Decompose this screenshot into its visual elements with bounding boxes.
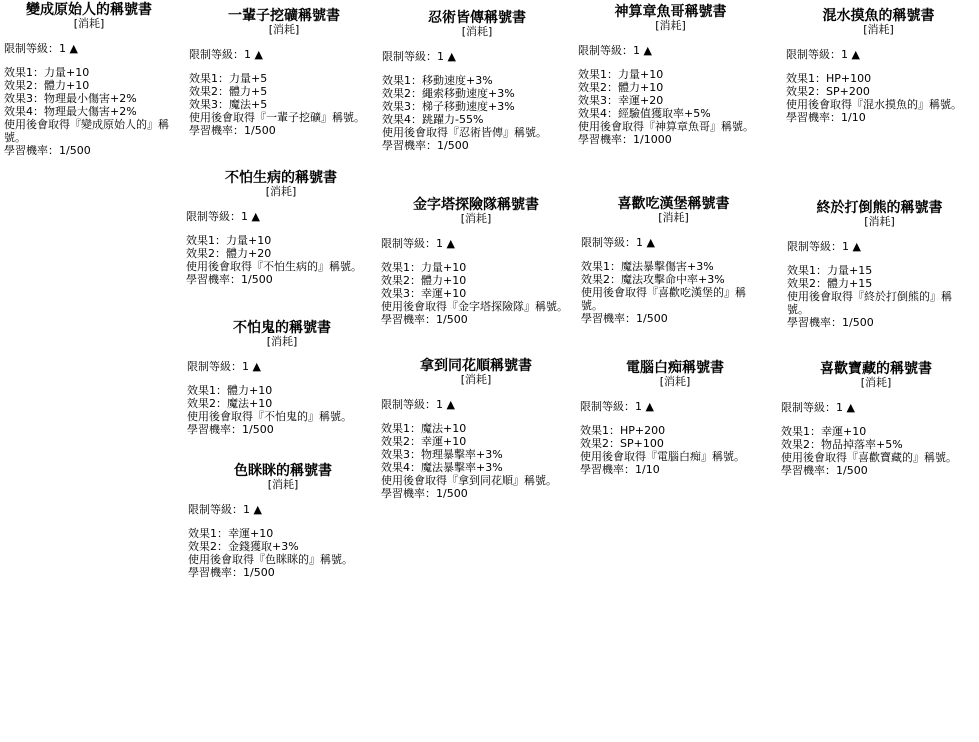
usage-text: 使用後會取得『電腦白痴』稱號。	[580, 450, 745, 463]
level-requirement: 限制等級：1 ▲	[382, 50, 456, 63]
effect-line: 效果2：魔法攻擊命中率+3%	[581, 273, 725, 286]
effect-list	[787, 264, 972, 290]
card-title: 色眯眯的稱號書	[234, 463, 332, 479]
card-title: 混水摸魚的稱號書	[822, 8, 935, 24]
effect-line: 效果3：梯子移動速度+3%	[382, 100, 515, 113]
effect-line: 效果1：力量+15	[787, 264, 873, 277]
card-title: 喜歡吃漢堡稱號書	[617, 196, 730, 212]
usage-text: 使用後會取得『不怕鬼的』稱號。	[187, 410, 352, 423]
effect-line: 效果4：跳躍力-55%	[382, 113, 484, 126]
effect-line: 效果2：體力+10	[381, 274, 467, 287]
usage-text: 使用後會取得『金字塔探險隊』稱號。	[381, 300, 568, 313]
learn-rate: 學習機率：1/500	[781, 464, 868, 477]
effect-list	[786, 72, 971, 98]
consumable-tag: [消耗]	[860, 376, 892, 389]
usage-text: 使用後會取得『一輩子挖礦』稱號。	[189, 111, 365, 124]
consumable-tag: [消耗]	[266, 335, 298, 348]
level-requirement: 限制等級：1 ▲	[781, 401, 855, 414]
level-requirement: 限制等級：1 ▲	[787, 240, 861, 253]
effect-line: 效果1：幸運+10	[781, 425, 867, 438]
consumable-tag: [消耗]	[461, 25, 493, 38]
card-title: 喜歡寶藏的稱號書	[820, 361, 932, 377]
effect-list	[186, 234, 376, 260]
effect-line: 效果3：物理最小傷害+2%	[4, 92, 137, 105]
learn-rate: 學習機率：1/500	[186, 273, 273, 286]
card-title: 金字塔探險隊稱號書	[413, 197, 539, 213]
consumable-tag: [消耗]	[73, 17, 105, 30]
level-requirement: 限制等級：1 ▲	[187, 360, 261, 373]
effect-line: 效果3：幸運+20	[578, 94, 664, 107]
consumable-tag: [消耗]	[460, 212, 492, 225]
effect-list	[187, 384, 377, 410]
usage-text: 使用後會取得『變成原始人的』稱號。	[4, 118, 169, 144]
title-book-card	[581, 196, 766, 325]
learn-rate: 學習機率：1/10	[580, 463, 660, 476]
effect-line: 效果1：力量+5	[189, 72, 268, 85]
usage-text: 使用後會取得『拿到同花順』稱號。	[381, 474, 557, 487]
effect-list	[4, 66, 174, 118]
card-title: 不怕生病的稱號書	[225, 170, 337, 186]
learn-rate: 學習機率：1/500	[189, 124, 276, 137]
title-book-card	[382, 10, 572, 152]
level-requirement: 限制等級：1 ▲	[580, 400, 654, 413]
learn-rate: 學習機率：1/500	[188, 566, 275, 579]
effect-line: 效果4：物理最大傷害+2%	[4, 105, 137, 118]
effect-line: 效果4：魔法暴擊率+3%	[381, 461, 503, 474]
effect-line: 效果2：SP+100	[580, 437, 664, 450]
learn-rate: 學習機率：1/500	[4, 144, 91, 157]
consumable-tag: [消耗]	[460, 373, 492, 386]
effect-list	[581, 260, 766, 286]
learn-rate: 學習機率：1/500	[381, 313, 468, 326]
consumable-tag: [消耗]	[265, 185, 297, 198]
learn-rate: 學習機率：1/500	[382, 139, 469, 152]
effect-line: 效果2：體力+10	[4, 79, 90, 92]
effect-list	[580, 424, 770, 450]
title-book-card	[188, 463, 378, 579]
effect-list	[189, 72, 379, 111]
consumable-tag: [消耗]	[864, 215, 895, 228]
effect-list	[781, 425, 971, 451]
title-book-card	[381, 358, 571, 500]
effect-line: 效果1：魔法+10	[381, 422, 467, 435]
consumable-tag: [消耗]	[655, 19, 686, 32]
title-book-card	[381, 197, 571, 326]
effect-line: 效果1：魔法暴擊傷害+3%	[581, 260, 714, 273]
level-requirement: 限制等級：1 ▲	[188, 503, 262, 516]
card-title: 不怕鬼的稱號書	[233, 320, 331, 336]
effect-line: 效果1：HP+200	[580, 424, 666, 437]
effect-line: 效果1：移動速度+3%	[382, 74, 493, 87]
title-book-card	[187, 320, 377, 436]
effect-line: 效果1：力量+10	[4, 66, 90, 79]
effect-line: 效果2：繩索移動速度+3%	[382, 87, 515, 100]
title-book-card	[786, 8, 971, 124]
usage-text: 使用後會取得『終於打倒熊的』稱號。	[787, 290, 952, 316]
effect-line: 效果1：力量+10	[578, 68, 664, 81]
effect-line: 效果2：金錢獲取+3%	[188, 540, 299, 553]
effect-list	[381, 422, 571, 474]
card-title: 電腦白痴稱號書	[626, 360, 724, 376]
consumable-tag: [消耗]	[659, 375, 691, 388]
card-title: 神算章魚哥稱號書	[614, 4, 727, 20]
card-title: 變成原始人的稱號書	[26, 2, 152, 18]
effect-line: 效果3：物理暴擊率+3%	[381, 448, 503, 461]
title-book-card	[189, 8, 379, 137]
usage-text: 使用後會取得『混水摸魚的』稱號。	[786, 98, 962, 111]
level-requirement: 限制等級：1 ▲	[381, 398, 455, 411]
consumable-tag: [消耗]	[268, 23, 300, 36]
learn-rate: 學習機率：1/1000	[578, 133, 672, 146]
usage-text: 使用後會取得『神算章魚哥』稱號。	[578, 120, 754, 133]
level-requirement: 限制等級：1 ▲	[581, 236, 655, 249]
consumable-tag: [消耗]	[658, 211, 689, 224]
effect-list	[188, 527, 378, 553]
learn-rate: 學習機率：1/500	[787, 316, 874, 329]
title-book-card	[580, 360, 770, 476]
usage-text: 使用後會取得『喜歡寶藏的』稱號。	[781, 451, 957, 464]
effect-list	[382, 74, 572, 126]
effect-line: 效果2：體力+10	[578, 81, 664, 94]
effect-line: 效果2：幸運+10	[381, 435, 467, 448]
consumable-tag: [消耗]	[863, 23, 894, 36]
level-requirement: 限制等級：1 ▲	[186, 210, 260, 223]
effect-line: 效果2：體力+15	[787, 277, 873, 290]
learn-rate: 學習機率：1/500	[581, 312, 668, 325]
card-title: 忍術皆傳稱號書	[428, 10, 526, 26]
effect-line: 效果1：體力+10	[187, 384, 273, 397]
level-requirement: 限制等級：1 ▲	[578, 44, 652, 57]
effect-line: 效果2：體力+20	[186, 247, 272, 260]
effect-line: 效果2：體力+5	[189, 85, 268, 98]
learn-rate: 學習機率：1/500	[381, 487, 468, 500]
effect-line: 效果1：HP+100	[786, 72, 872, 85]
title-book-card	[578, 4, 763, 146]
card-title: 拿到同花順稱號書	[420, 358, 532, 374]
level-requirement: 限制等級：1 ▲	[786, 48, 860, 61]
effect-line: 效果3：幸運+10	[381, 287, 467, 300]
learn-rate: 學習機率：1/500	[187, 423, 274, 436]
effect-line: 效果2：SP+200	[786, 85, 870, 98]
effect-line: 效果1：力量+10	[186, 234, 272, 247]
effect-line: 效果1：力量+10	[381, 261, 467, 274]
effect-list	[578, 68, 763, 120]
usage-text: 使用後會取得『色眯眯的』稱號。	[188, 553, 353, 566]
effect-line: 效果4：經驗值獲取率+5%	[578, 107, 711, 120]
effect-line: 效果3：魔法+5	[189, 98, 268, 111]
card-title: 一輩子挖礦稱號書	[228, 8, 340, 24]
level-requirement: 限制等級：1 ▲	[381, 237, 455, 250]
level-requirement: 限制等級：1 ▲	[4, 42, 78, 55]
title-book-card	[781, 361, 971, 477]
card-title: 終於打倒熊的稱號書	[816, 200, 943, 216]
title-book-card	[787, 200, 972, 329]
consumable-tag: [消耗]	[267, 478, 299, 491]
usage-text: 使用後會取得『忍術皆傳』稱號。	[382, 126, 547, 139]
learn-rate: 學習機率：1/10	[786, 111, 866, 124]
effect-line: 效果2：物品掉落率+5%	[781, 438, 903, 451]
level-requirement: 限制等級：1 ▲	[189, 48, 263, 61]
effect-line: 效果1：幸運+10	[188, 527, 274, 540]
title-book-card	[186, 170, 376, 286]
usage-text: 使用後會取得『不怕生病的』稱號。	[186, 260, 362, 273]
effect-line: 效果2：魔法+10	[187, 397, 273, 410]
usage-text: 使用後會取得『喜歡吃漢堡的』稱號。	[581, 286, 746, 312]
effect-list	[381, 261, 571, 300]
title-book-card	[4, 2, 174, 157]
